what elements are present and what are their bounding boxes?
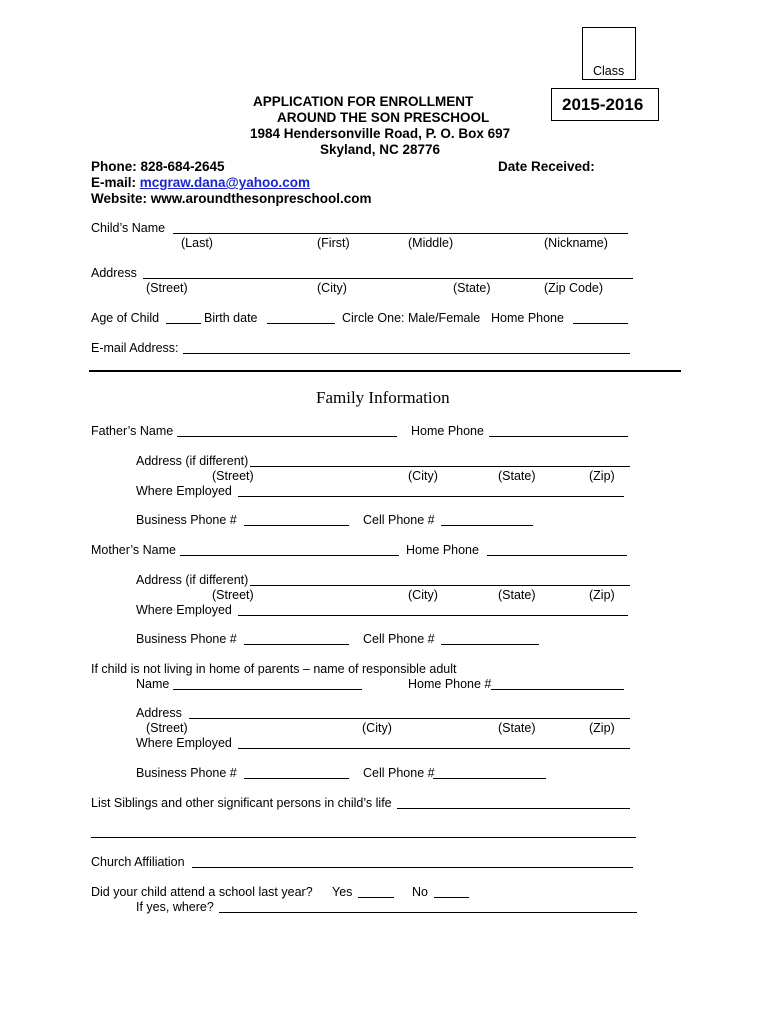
- class-box[interactable]: [582, 27, 636, 80]
- responsible-address-sub-street: (Street): [146, 721, 188, 735]
- responsible-home-phone-field[interactable]: [491, 689, 624, 690]
- father-address-sub-street: (Street): [212, 469, 254, 483]
- father-cell-phone-label: Cell Phone #: [363, 513, 435, 527]
- family-info-heading: Family Information: [316, 388, 450, 407]
- father-business-phone-field[interactable]: [244, 525, 349, 526]
- father-business-phone-label: Business Phone #: [136, 513, 237, 527]
- birth-date-field[interactable]: [267, 323, 335, 324]
- responsible-address-field[interactable]: [189, 718, 630, 719]
- email-label: E-mail:: [91, 175, 140, 190]
- school-address: 1984 Hendersonville Road, P. O. Box 697: [250, 126, 511, 141]
- father-name-label: Father’s Name: [91, 424, 174, 438]
- father-employer-field[interactable]: [238, 496, 624, 497]
- mother-business-phone-label: Business Phone #: [136, 632, 237, 646]
- child-address-label: Address: [91, 266, 137, 280]
- responsible-business-phone-label: Business Phone #: [136, 766, 237, 780]
- class-label: Class: [593, 64, 625, 78]
- if-yes-label: If yes, where?: [136, 900, 214, 914]
- father-cell-phone-field[interactable]: [441, 525, 533, 526]
- responsible-employer-label: Where Employed: [136, 736, 232, 750]
- child-address-sub-street: (Street): [146, 281, 188, 295]
- mother-employer-label: Where Employed: [136, 603, 232, 617]
- father-employer-label: Where Employed: [136, 484, 232, 498]
- responsible-name-label: Name: [136, 677, 170, 691]
- mother-name-label: Mother’s Name: [91, 543, 176, 557]
- father-address-field[interactable]: [250, 466, 630, 467]
- if-yes-field[interactable]: [219, 912, 637, 913]
- attend-no-field[interactable]: [434, 897, 469, 898]
- attend-yes-label: Yes: [332, 885, 353, 899]
- mother-cell-phone-field[interactable]: [441, 644, 539, 645]
- child-email-label: E-mail Address:: [91, 341, 179, 355]
- child-name-sub-middle: (Middle): [408, 236, 454, 250]
- church-label: Church Affiliation: [91, 855, 185, 869]
- father-address-sub-state: (State): [498, 469, 536, 483]
- child-name-sub-nickname: (Nickname): [544, 236, 608, 250]
- father-name-field[interactable]: [177, 436, 397, 437]
- child-address-sub-state: (State): [453, 281, 491, 295]
- attend-yes-field[interactable]: [358, 897, 394, 898]
- child-name-label: Child’s Name: [91, 221, 166, 235]
- mother-address-sub-city: (City): [408, 588, 438, 602]
- father-home-phone-field[interactable]: [489, 436, 628, 437]
- mother-address-sub-street: (Street): [212, 588, 254, 602]
- child-home-phone-label: Home Phone: [491, 311, 564, 325]
- responsible-home-phone-label: Home Phone #: [408, 677, 492, 691]
- church-field[interactable]: [192, 867, 633, 868]
- mother-business-phone-field[interactable]: [244, 644, 349, 645]
- gender-label: Circle One: Male/Female: [342, 311, 481, 325]
- school-phone: Phone: 828-684-2645: [91, 159, 225, 174]
- birth-date-label: Birth date: [204, 311, 258, 325]
- siblings-label: List Siblings and other significant persons in child’s life: [91, 796, 392, 810]
- age-field[interactable]: [166, 323, 201, 324]
- age-label: Age of Child: [91, 311, 160, 325]
- mother-address-label: Address (if different): [136, 573, 249, 587]
- responsible-name-field[interactable]: [173, 689, 362, 690]
- father-address-label: Address (if different): [136, 454, 249, 468]
- mother-address-sub-state: (State): [498, 588, 536, 602]
- mother-cell-phone-label: Cell Phone #: [363, 632, 435, 646]
- mother-name-field[interactable]: [180, 555, 399, 556]
- attend-no-label: No: [412, 885, 428, 899]
- date-received-label: Date Received:: [498, 159, 595, 174]
- siblings-field-2[interactable]: [91, 837, 636, 838]
- child-name-field[interactable]: [173, 233, 628, 234]
- child-address-field[interactable]: [143, 278, 633, 279]
- child-address-sub-city: (City): [317, 281, 347, 295]
- child-name-sub-first: (First): [317, 236, 350, 250]
- responsible-business-phone-field[interactable]: [244, 778, 349, 779]
- responsible-cell-phone-label: Cell Phone #: [363, 766, 435, 780]
- mother-home-phone-label: Home Phone: [406, 543, 479, 557]
- email-link[interactable]: mcgraw.dana@yahoo.com: [139, 175, 310, 190]
- email-line: [91, 175, 310, 191]
- child-name-sub-last: (Last): [181, 236, 213, 250]
- responsible-address-sub-state: (State): [498, 721, 536, 735]
- year-label: 2015-2016: [562, 95, 644, 114]
- school-city: Skyland, NC 28776: [320, 142, 441, 157]
- father-address-sub-city: (City): [408, 469, 438, 483]
- responsible-adult-label: If child is not living in home of parents – name of responsible adult: [91, 662, 457, 676]
- form-title: APPLICATION FOR ENROLLMENT: [253, 94, 474, 109]
- child-home-phone-field[interactable]: [573, 323, 628, 324]
- responsible-address-sub-zip: (Zip): [589, 721, 615, 735]
- child-email-field[interactable]: [183, 353, 630, 354]
- responsible-employer-field[interactable]: [238, 748, 630, 749]
- school-name: AROUND THE SON PRESCHOOL: [277, 110, 490, 125]
- section-divider: [89, 370, 681, 372]
- mother-address-field[interactable]: [250, 585, 630, 586]
- child-address-sub-zip: (Zip Code): [544, 281, 604, 295]
- year-box: [551, 88, 659, 121]
- responsible-cell-phone-field[interactable]: [433, 778, 546, 779]
- siblings-field-1[interactable]: [397, 808, 630, 809]
- mother-home-phone-field[interactable]: [487, 555, 627, 556]
- attend-school-label: Did your child attend a school last year?: [91, 885, 313, 899]
- responsible-address-sub-city: (City): [362, 721, 392, 735]
- responsible-address-label: Address: [136, 706, 182, 720]
- mother-employer-field[interactable]: [238, 615, 628, 616]
- father-address-sub-zip: (Zip): [589, 469, 615, 483]
- website-line: Website: www.aroundthesonpreschool.com: [91, 191, 372, 206]
- mother-address-sub-zip: (Zip): [589, 588, 615, 602]
- father-home-phone-label: Home Phone: [411, 424, 484, 438]
